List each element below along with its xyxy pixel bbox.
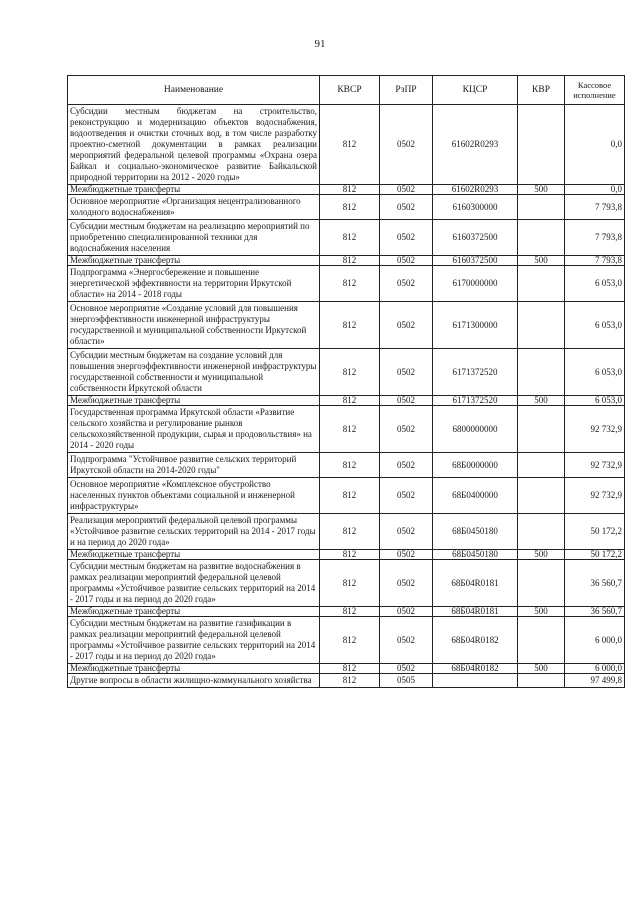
cell-rzpr: 0502: [380, 560, 433, 607]
cell-kvr: [518, 349, 565, 396]
cell-kvr: 500: [518, 256, 565, 266]
table-row: [68, 514, 625, 550]
cell-kvr: [518, 266, 565, 302]
cell-name: Межбюджетные трансферты: [68, 185, 320, 195]
cell-kvr: [518, 617, 565, 664]
cell-kvr: [518, 220, 565, 256]
header-name: Наименование: [68, 76, 320, 105]
table-row: [68, 105, 625, 185]
cell-kvsr: 812: [320, 453, 380, 478]
cell-kvsr: 812: [320, 607, 380, 617]
cell-kcsr: 6170000000: [433, 266, 518, 302]
cell-name: Межбюджетные трансферты: [68, 256, 320, 266]
cell-kvr: 500: [518, 185, 565, 195]
table-row: [68, 266, 625, 302]
cell-kvsr: 812: [320, 185, 380, 195]
cell-kcsr: 68Б0450180: [433, 550, 518, 560]
cell-rzpr: 0502: [380, 664, 433, 674]
cell-name: Межбюджетные трансферты: [68, 607, 320, 617]
cell-amount: 6 053,0: [565, 266, 625, 302]
table-row: [68, 406, 625, 453]
table-row: [68, 664, 625, 674]
cell-kvr: [518, 560, 565, 607]
header-rzpr: РзПР: [380, 76, 433, 105]
cell-kcsr: 68Б0000000: [433, 453, 518, 478]
table-header-row: [68, 76, 625, 105]
table-row: [68, 617, 625, 664]
cell-kcsr: 68Б04R0181: [433, 607, 518, 617]
cell-kcsr: 68Б0400000: [433, 478, 518, 514]
cell-kvsr: 812: [320, 674, 380, 688]
table-row: [68, 453, 625, 478]
cell-amount: 50 172,2: [565, 514, 625, 550]
cell-kvsr: 812: [320, 617, 380, 664]
cell-amount: 7 793,8: [565, 256, 625, 266]
cell-kcsr: 68Б0450180: [433, 514, 518, 550]
cell-kcsr: 68Б04R0182: [433, 617, 518, 664]
cell-kvr: [518, 406, 565, 453]
table-row: [68, 674, 625, 688]
table-row: [68, 607, 625, 617]
cell-rzpr: 0502: [380, 220, 433, 256]
cell-kvsr: 812: [320, 349, 380, 396]
cell-kvsr: 812: [320, 302, 380, 349]
cell-name: Субсидии местным бюджетам на реализацию мероприятий по приобретению специализированной техники для водоснабжения населения: [68, 220, 320, 256]
cell-amount: 0,0: [565, 105, 625, 185]
cell-amount: 36 560,7: [565, 560, 625, 607]
table-row: [68, 396, 625, 406]
table-row: [68, 349, 625, 396]
cell-kcsr: 6171300000: [433, 302, 518, 349]
cell-amount: 6 053,0: [565, 349, 625, 396]
cell-amount: 97 499,8: [565, 674, 625, 688]
cell-kvr: [518, 195, 565, 220]
cell-amount: 50 172,2: [565, 550, 625, 560]
cell-rzpr: 0502: [380, 256, 433, 266]
cell-name: Подпрограмма «Энергосбережение и повышение энергетической эффективности на территории Иркутской области» на 2014 - 2018 годы: [68, 266, 320, 302]
cell-rzpr: 0502: [380, 617, 433, 664]
cell-kvsr: 812: [320, 220, 380, 256]
cell-amount: 0,0: [565, 185, 625, 195]
cell-name: Другие вопросы в области жилищно-коммунального хозяйства: [68, 674, 320, 688]
cell-rzpr: 0502: [380, 185, 433, 195]
cell-name: Субсидии местным бюджетам на создание условий для повышения энергоэффективности инженерной инфраструктуры государственной собственности и муниципальной собственности Иркутской области: [68, 349, 320, 396]
cell-kvsr: 812: [320, 266, 380, 302]
table-row: [68, 185, 625, 195]
cell-kvr: 500: [518, 396, 565, 406]
cell-rzpr: 0502: [380, 607, 433, 617]
cell-rzpr: 0502: [380, 514, 433, 550]
cell-amount: 6 000,0: [565, 664, 625, 674]
cell-kcsr: 68Б04R0181: [433, 560, 518, 607]
cell-kvsr: 812: [320, 256, 380, 266]
cell-rzpr: 0502: [380, 105, 433, 185]
page-number: 91: [314, 38, 326, 50]
cell-kvsr: 812: [320, 396, 380, 406]
cell-amount: 6 053,0: [565, 302, 625, 349]
header-kvr: КВР: [518, 76, 565, 105]
cell-kvsr: 812: [320, 478, 380, 514]
cell-kvr: [518, 674, 565, 688]
cell-kcsr: [433, 674, 518, 688]
cell-kcsr: 6160372500: [433, 256, 518, 266]
cell-name: Государственная программа Иркутской области «Развитие сельского хозяйства и регулирование рынков сельскохозяйственной продукции, сырья и продовольствия» на 2014 - 2020 годы: [68, 406, 320, 453]
cell-rzpr: 0502: [380, 406, 433, 453]
cell-kvr: [518, 105, 565, 185]
cell-rzpr: 0502: [380, 396, 433, 406]
table-row: [68, 302, 625, 349]
cell-kvsr: 812: [320, 550, 380, 560]
cell-kvr: [518, 478, 565, 514]
cell-name: Основное мероприятие «Организация нецентрализованного холодного водоснабжения»: [68, 195, 320, 220]
cell-amount: 36 560,7: [565, 607, 625, 617]
cell-kcsr: 6160300000: [433, 195, 518, 220]
table-row: [68, 560, 625, 607]
cell-rzpr: 0502: [380, 195, 433, 220]
cell-rzpr: 0502: [380, 349, 433, 396]
table-row: [68, 220, 625, 256]
cell-name: Основное мероприятие «Создание условий для повышения энергоэффективности инженерной инфраструктуры государственной и муниципальной собственности Иркутской области»: [68, 302, 320, 349]
cell-kvsr: 812: [320, 664, 380, 674]
cell-kvsr: 812: [320, 406, 380, 453]
cell-kcsr: 61602R0293: [433, 105, 518, 185]
table-row: [68, 195, 625, 220]
cell-amount: 92 732,9: [565, 406, 625, 453]
cell-name: Межбюджетные трансферты: [68, 664, 320, 674]
cell-kvr: [518, 514, 565, 550]
cell-amount: 92 732,9: [565, 453, 625, 478]
cell-kvsr: 812: [320, 105, 380, 185]
cell-name: Субсидии местным бюджетам на развитие водоснабжения в рамках реализации мероприятий федеральной целевой программы «Устойчивое развитие сельских территорий на 2014 - 2017 годы и на период до 2020 года»: [68, 560, 320, 607]
cell-kvsr: 812: [320, 514, 380, 550]
cell-amount: 92 732,9: [565, 478, 625, 514]
table-row: [68, 478, 625, 514]
cell-kvsr: 812: [320, 560, 380, 607]
cell-rzpr: 0502: [380, 478, 433, 514]
table-row: [68, 256, 625, 266]
cell-amount: 6 053,0: [565, 396, 625, 406]
cell-name: Реализация мероприятий федеральной целевой программы «Устойчивое развитие сельских территорий на 2014 - 2017 годы и на период до 2020 года»: [68, 514, 320, 550]
cell-name: Подпрограмма "Устойчивое развитие сельских территорий Иркутской области на 2014-2020 годы": [68, 453, 320, 478]
cell-amount: 7 793,8: [565, 195, 625, 220]
cell-name: Межбюджетные трансферты: [68, 396, 320, 406]
cell-kvr: 500: [518, 550, 565, 560]
cell-kvr: 500: [518, 664, 565, 674]
cell-rzpr: 0505: [380, 674, 433, 688]
cell-kcsr: 6171372520: [433, 396, 518, 406]
cell-rzpr: 0502: [380, 453, 433, 478]
cell-kvr: [518, 453, 565, 478]
cell-name: Субсидии местным бюджетам на строительство, реконструкцию и модернизацию объектов водоснабжения, водоотведения и очистки сточных вод, в том числе разработку проектно-сметной документации в рамках реализации мероприятий федеральной целевой программы «Охрана озера Байкал и социально-экономическое развитие Байкальской природной территории на 2012 - 2020 годы»: [68, 105, 320, 185]
cell-rzpr: 0502: [380, 266, 433, 302]
header-kcsr: КЦСР: [433, 76, 518, 105]
cell-name: Субсидии местным бюджетам на развитие газификации в рамках реализации мероприятий федеральной целевой программы «Устойчивое развитие сельских территорий на 2014 - 2017 годы и на период до 2020 года»: [68, 617, 320, 664]
cell-kcsr: 61602R0293: [433, 185, 518, 195]
cell-amount: 6 000,0: [565, 617, 625, 664]
cell-kvsr: 812: [320, 195, 380, 220]
cell-kvr: 500: [518, 607, 565, 617]
cell-kcsr: 6800000000: [433, 406, 518, 453]
header-amount: Кассовое исполнение: [565, 76, 625, 105]
cell-name: Межбюджетные трансферты: [68, 550, 320, 560]
cell-kcsr: 6171372520: [433, 349, 518, 396]
table-row: [68, 550, 625, 560]
cell-rzpr: 0502: [380, 550, 433, 560]
cell-kcsr: 68Б04R0182: [433, 664, 518, 674]
budget-table: [67, 75, 625, 688]
cell-name: Основное мероприятие «Комплексное обустройство населенных пунктов объектами социальной и инженерной инфраструктуры»: [68, 478, 320, 514]
header-kvsr: КВСР: [320, 76, 380, 105]
cell-kvr: [518, 302, 565, 349]
cell-rzpr: 0502: [380, 302, 433, 349]
cell-amount: 7 793,8: [565, 220, 625, 256]
cell-kcsr: 6160372500: [433, 220, 518, 256]
